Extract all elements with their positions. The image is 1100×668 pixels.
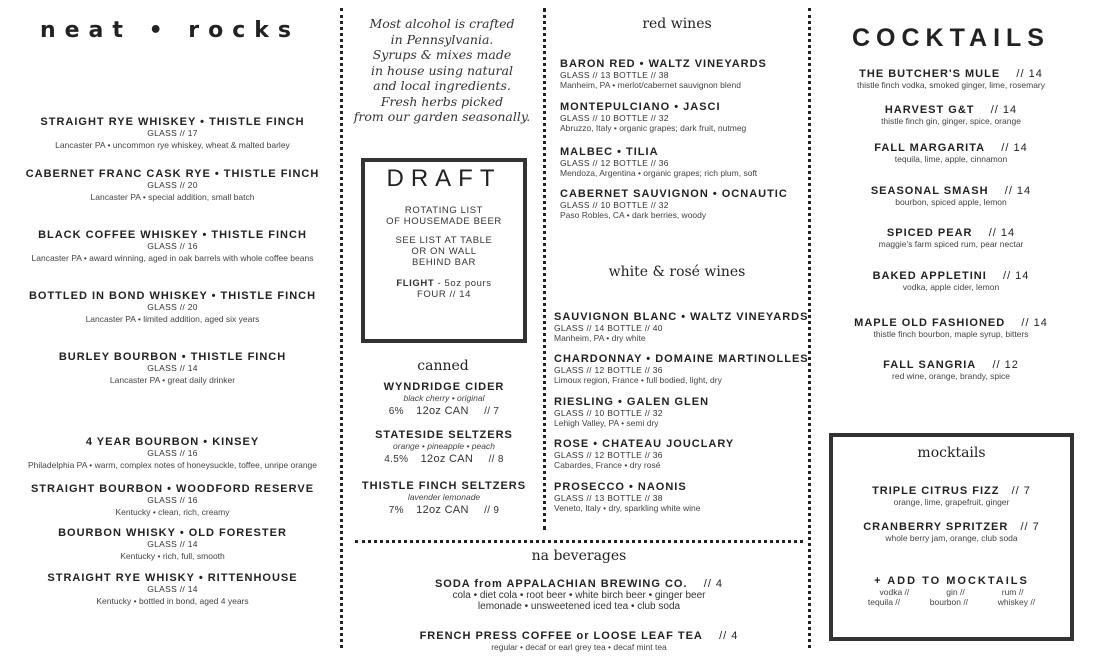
intro-line: Syrups & mixes made [372,47,512,62]
neat-item [0,351,345,385]
red-heading: red wines [642,16,712,32]
na-heading: na beverages [531,548,627,564]
neat-item [0,168,345,202]
item-name: STRAIGHT BOURBON • WOODFORD RESERVE [30,483,315,495]
intro-line: in Pennsylvania. [390,31,494,47]
item-size: 12oz CAN [420,453,474,465]
item-price: // 14 [1016,68,1043,80]
item-name: WYNDRIDGE CIDER [383,381,505,393]
draft-line: BEHIND BAR [411,257,477,268]
item-title [814,270,1088,282]
item-name: FALL SANGRIA [883,359,977,371]
coffee-line: regular • decaf or earl grey tea • decaf mint tea [491,642,667,652]
item-name: CRANBERRY SPRITZER [863,521,1009,533]
item-desc: tequila, lime, apple, cinnamon [894,154,1008,164]
cocktail-item [814,317,1088,339]
cocktail-item [814,104,1088,126]
item-price: GLASS // 14 [147,584,198,594]
item-name: SAUVIGNON BLANC • WALTZ VINEYARDS [554,311,809,323]
item-desc: Cabardes, France • dry rosé [554,460,661,470]
item-desc: red wine, orange, brandy, spice [892,371,1010,381]
item-price: GLASS // 13 BOTTLE // 38 [554,493,663,503]
add-row [833,587,1070,597]
item-price: // 7 [484,406,500,417]
item-price: GLASS // 14 [147,539,198,549]
item-price: GLASS // 10 BOTTLE // 32 [554,408,663,418]
item-name: BLACK COFFEE WHISKEY • THISTLE FINCH [38,229,307,241]
draft-line: OR ON WALL [411,246,477,257]
item-desc: whole berry jam, orange, club soda [885,533,1018,543]
add-option: vodka // [879,587,910,597]
coffee-title [355,630,803,642]
coffee-name: FRENCH PRESS COFFEE or LOOSE LEAF TEA [419,630,703,642]
item-name: MAPLE OLD FASHIONED [854,317,1006,329]
white-item [554,481,700,513]
item-title [814,104,1088,116]
draft-heading: DRAFT [386,165,502,192]
add-option: whiskey // [997,597,1036,607]
item-desc: Mendoza, Argentina • organic grapes; rich plum, soft [560,168,758,178]
item-price: GLASS // 12 BOTTLE // 36 [554,365,663,375]
canned-heading: canned [417,358,469,374]
item-desc: Philadelphia PA • warm, complex notes of honeysuckle, toffee, unripe orange [28,460,317,470]
item-title [814,142,1088,154]
item-flavor: lavender lemonade [407,492,481,502]
cocktail-item [814,359,1088,381]
item-name: STRAIGHT RYE WHISKEY • THISTLE FINCH [40,116,305,128]
flight-price: FOUR // 14 [416,289,472,300]
soda-price: // 4 [703,578,724,590]
item-title [814,227,1088,239]
item-name: SPICED PEAR [886,227,973,239]
item-price: GLASS // 10 BOTTLE // 32 [560,200,669,210]
coffee-price: // 4 [719,630,739,642]
item-price: GLASS // 13 BOTTLE // 38 [560,70,669,80]
item-desc: Limoux region, France • full bodied, light, dry [554,375,722,385]
draft-box [361,158,527,343]
divider-2 [543,8,546,530]
item-desc: thistle finch gin, ginger, spice, orange [881,116,1021,126]
canned-item [350,480,538,516]
cocktail-item [814,227,1088,249]
neat-item [0,572,345,606]
item-desc: thistle finch vodka, smoked ginger, lime, rosemary [856,80,1046,90]
divider-na [355,540,803,543]
soda-name: SODA from APPALACHIAN BREWING CO. [434,578,688,590]
neat-item [0,483,345,517]
na-coffee [355,630,803,652]
item-name: TRIPLE CITRUS FIZZ [872,485,1000,497]
divider-3 [808,8,811,648]
item-abv: 7% [388,505,404,516]
item-desc: Lancaster PA • great daily drinker [109,375,236,385]
draft-line: SEE LIST AT TABLE [395,235,493,246]
item-price: GLASS // 12 BOTTLE // 36 [554,450,663,460]
mocktails-heading: mocktails [917,445,986,461]
item-name: SEASONAL SMASH [870,185,989,197]
item-desc: Lancaster PA • special addition, small batch [90,192,255,202]
item-name: CABERNET SAUVIGNON • OCNAUTIC [560,188,788,200]
item-price: GLASS // 17 [147,128,198,138]
item-name: BURLEY BOURBON • THISTLE FINCH [58,351,287,363]
item-name: BAKED APPLETINI [872,270,987,282]
add-option: rum // [1001,587,1024,597]
soda-title [355,578,803,590]
draft-line: ROTATING LIST [404,205,484,216]
item-price: // 12 [992,359,1019,371]
neat-item [0,527,345,561]
draft-flight [365,278,523,289]
item-price: GLASS // 12 BOTTLE // 36 [560,158,669,168]
item-desc: Manheim, PA • dry white [554,333,646,343]
white-heading: white & rosé wines [608,264,746,280]
item-price: GLASS // 10 BOTTLE // 32 [560,113,669,123]
item-title [814,68,1088,80]
cocktail-item [814,142,1088,164]
soda-line: lemonade • unsweetened iced tea • club soda [477,601,681,612]
cocktail-item [814,270,1088,292]
item-desc: Paso Robles, CA • dark berries, woody [560,210,707,220]
item-name: HARVEST G&T [884,104,975,116]
white-item [554,438,734,470]
canned-item [350,381,538,417]
item-desc: maggie's farm spiced rum, pear nectar [878,239,1024,249]
item-name: THISTLE FINCH SELTZERS [361,480,527,492]
item-name: ROSE • CHATEAU JOUCLARY [554,438,735,450]
intro-line: Most alcohol is crafted [369,16,515,31]
item-name: RIESLING • GALEN GLEN [554,396,710,408]
item-pricing [350,504,538,516]
item-price: // 7 [1020,521,1040,533]
item-price: // 14 [1021,317,1048,329]
item-name: BOURBON WHISKY • OLD FORESTER [58,527,287,539]
item-desc: Manheim, PA • merlot/cabernet sauvignon blend [560,80,741,90]
item-price: // 14 [1001,142,1028,154]
canned-item [350,429,538,465]
item-desc: orange, lime, grapefruit, ginger [893,497,1010,507]
intro-text [352,16,532,125]
item-price: GLASS // 14 [147,363,198,373]
item-desc: vodka, apple cider, lemon [902,282,1000,292]
item-desc: Lancaster PA • award winning, aged in oak barrels with whole coffee beans [31,253,314,263]
item-title [814,185,1088,197]
add-option: tequila // [867,597,901,607]
item-desc: Lancaster PA • uncommon rye whiskey, wheat & malted barley [55,140,290,150]
flight-label: FLIGHT [396,278,435,289]
item-name: PROSECCO • NAONIS [554,481,687,493]
item-name: BOTTLED IN BOND WHISKEY • THISTLE FINCH [28,290,317,302]
cocktail-item [814,185,1088,207]
item-desc: Veneto, Italy • dry, sparkling white wine [554,503,701,513]
item-price: GLASS // 20 [147,180,198,190]
item-price: GLASS // 14 BOTTLE // 40 [554,323,663,333]
white-item [554,353,809,385]
mocktail-item [833,521,1070,543]
item-desc: Kentucky • bottled in bond, aged 4 years [96,596,249,606]
item-name: MALBEC • TILIA [560,146,659,158]
item-price: // 8 [488,454,504,465]
item-name: STRAIGHT RYE WHISKY • RITTENHOUSE [47,572,298,584]
item-pricing [350,405,538,417]
white-item [554,396,709,428]
item-price: // 14 [990,104,1018,116]
item-desc: bourbon, spiced apple, lemon [895,197,1007,207]
item-name: MONTEPULCIANO • JASCI [560,101,721,113]
item-desc: Abruzzo, Italy • organic grapes; dark fruit, nutmeg [560,123,747,133]
item-title [833,521,1070,533]
neat-heading: neat • rocks [39,18,301,43]
draft-line: OF HOUSEMADE BEER [386,216,502,227]
item-name: BARON RED • WALTZ VINEYARDS [560,58,767,70]
red-item [560,58,767,90]
mocktail-item [833,485,1070,507]
item-abv: 4.5% [384,454,409,465]
item-name: THE BUTCHER'S MULE [859,68,1001,80]
item-title [833,485,1070,497]
intro-line: from our garden seasonally. [353,109,531,124]
item-price: // 9 [484,505,500,516]
white-item [554,311,808,343]
item-name: STATESIDE SELTZERS [375,429,513,441]
item-price: GLASS // 16 [147,448,198,458]
item-price: // 14 [1004,185,1032,197]
item-title [814,317,1088,329]
item-name: 4 YEAR BOURBON • KINSEY [85,436,260,448]
intro-line: and local ingredients. [373,78,511,93]
item-price: // 14 [988,227,1016,239]
item-price: // 7 [1011,485,1031,497]
item-name: CHARDONNAY • DOMAINE MARTINOLLES [554,353,809,365]
item-name: FALL MARGARITA [874,142,986,154]
neat-item [0,229,345,263]
flight-text: - 5oz pours [434,278,492,289]
red-item [560,146,757,178]
neat-item [0,436,345,470]
item-flavor: black cherry • original [403,393,485,403]
item-size: 12oz CAN [416,504,469,516]
red-item [560,188,788,220]
item-abv: 6% [388,406,404,417]
item-flavor: orange • pineapple • peach [393,441,495,451]
neat-item [0,116,345,150]
neat-item [0,290,345,324]
cocktail-item [814,68,1088,90]
item-title [814,359,1088,371]
add-heading: + ADD TO MOCKTAILS [874,575,1029,587]
red-item [560,101,746,133]
item-desc: thistle finch bourbon, maple syrup, bitters [873,329,1029,339]
intro-line: in house using natural [371,62,513,78]
item-desc: Lehigh Valley, PA • semi dry [554,418,659,428]
soda-line: cola • diet cola • root beer • white birch beer • ginger beer [452,590,706,601]
item-desc: Kentucky • clean, rich, creamy [115,507,230,517]
mocktails-box [829,433,1074,641]
intro-line: Fresh herbs picked [380,93,504,109]
item-price: GLASS // 20 [147,302,198,312]
item-name: CABERNET FRANC CASK RYE • THISTLE FINCH [25,168,320,180]
cocktails-heading: COCKTAILS [852,24,1050,52]
item-size: 12oz CAN [416,405,469,417]
na-soda [355,578,803,612]
item-desc: Kentucky • rich, full, smooth [120,551,225,561]
item-price: GLASS // 16 [147,495,198,505]
add-row [833,597,1070,607]
item-desc: Lancaster PA • limited addition, aged six years [85,314,260,324]
item-price: // 14 [1003,270,1030,282]
item-price: GLASS // 16 [147,241,198,251]
add-option: bourbon // [929,597,969,607]
item-pricing [350,453,538,465]
add-option: gin // [946,587,965,597]
